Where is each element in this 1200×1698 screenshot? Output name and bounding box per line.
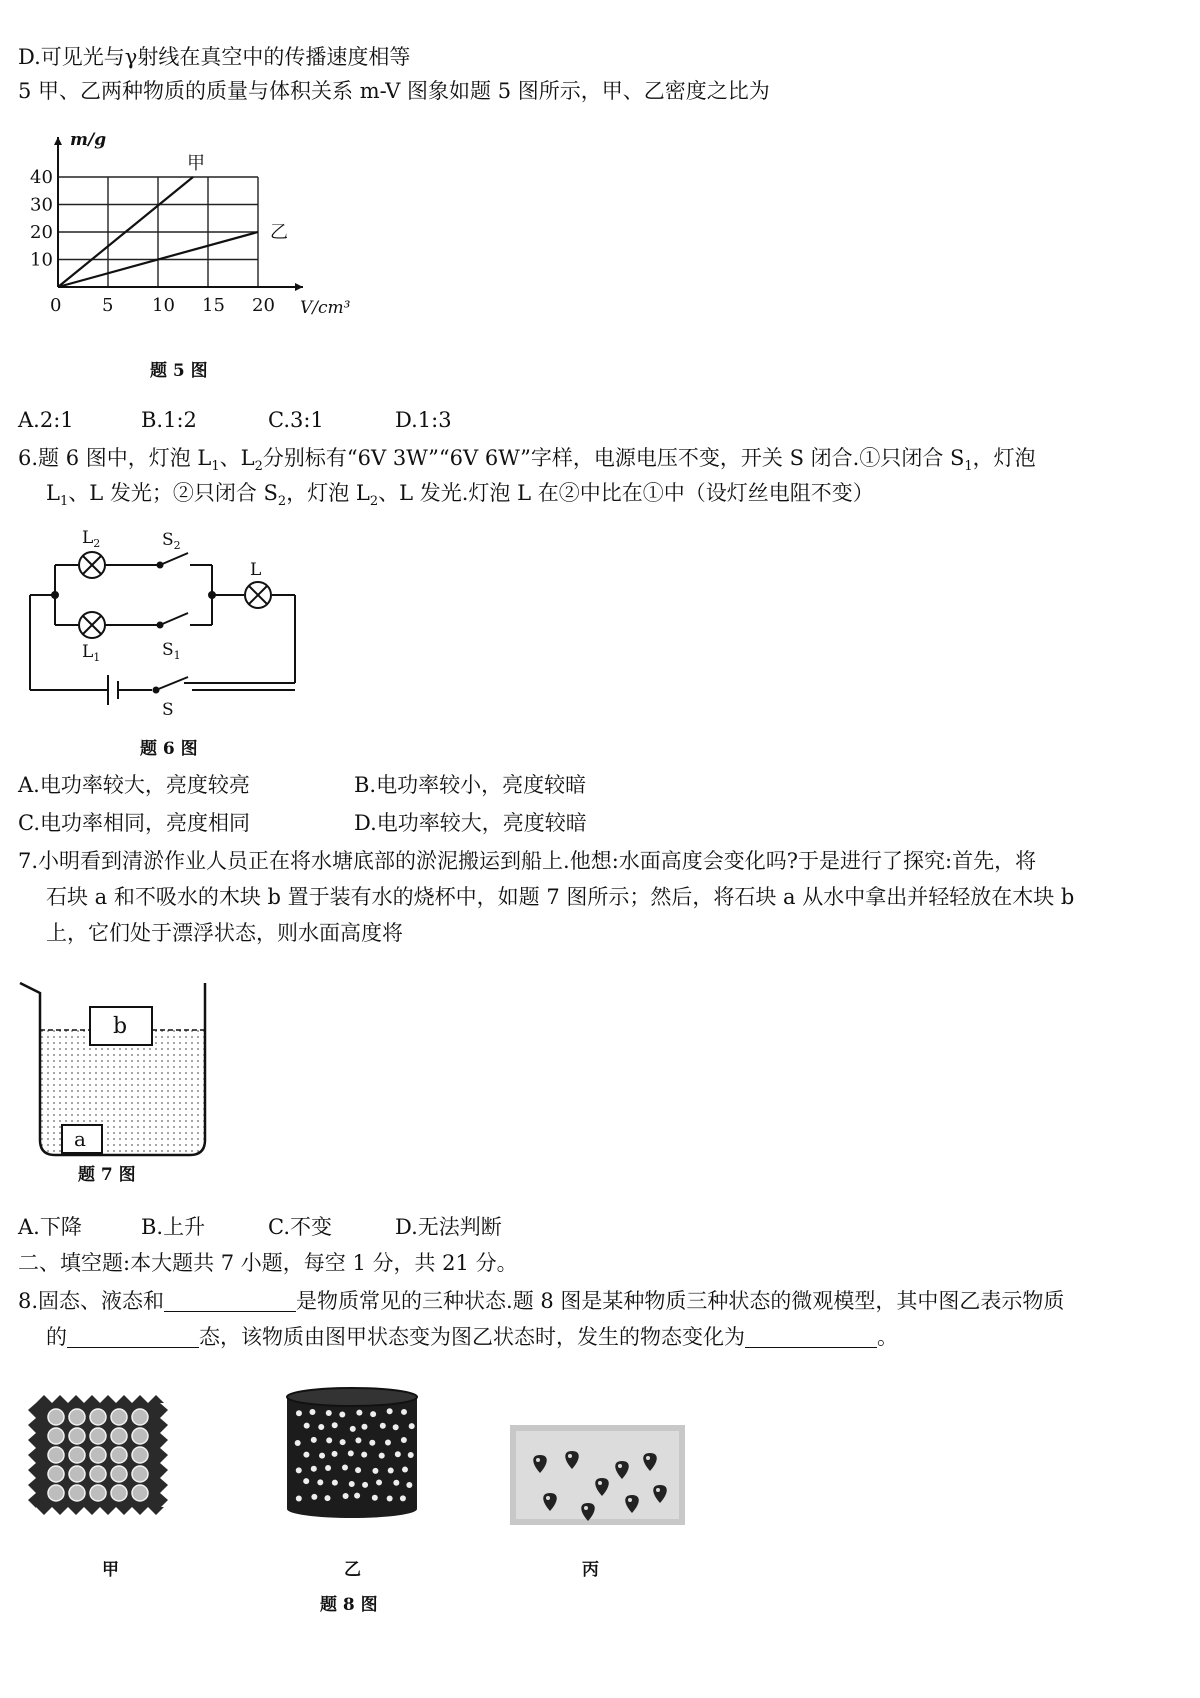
chart-labels bbox=[30, 130, 351, 318]
x-tick-label: 5 bbox=[102, 295, 114, 316]
block-b-label: b bbox=[113, 1014, 128, 1039]
q6-option-d: D.电功率较大，亮度较暗 bbox=[354, 811, 587, 835]
q5-option-a: A.2:1 bbox=[18, 408, 74, 432]
q5-option-c: C.3:1 bbox=[268, 408, 324, 432]
q8-stem-line2: 的 态，该物质由图甲状态变为图乙状态时，发生的物态变化为 。 bbox=[46, 1325, 898, 1349]
q8-blank-1[interactable] bbox=[164, 1289, 296, 1312]
x-tick-label: 10 bbox=[152, 295, 175, 316]
chart-axes bbox=[54, 137, 303, 291]
s-label: S bbox=[162, 700, 174, 720]
q7-stem-line2: 石块 a 和不吸水的木块 b 置于装有水的烧杯中，如题 7 图所示；然后，将石块 a 从水中拿出并轻轻放在木块 b bbox=[46, 885, 1075, 909]
y-tick-label: 40 bbox=[30, 167, 53, 188]
series-label-2: 乙 bbox=[270, 222, 288, 243]
q7-option-a: A.下降 bbox=[18, 1215, 82, 1239]
y-axis-arrow bbox=[54, 137, 62, 145]
q7-beaker-diagram bbox=[10, 975, 230, 1170]
q6-option-b: B.电功率较小，亮度较暗 bbox=[354, 773, 587, 797]
y-tick-label: 30 bbox=[30, 194, 53, 216]
q7-option-b: B.上升 bbox=[141, 1215, 206, 1239]
q6-stem-line1: 6.题 6 图中，灯泡 $L_1$、$L_2$分别标有“6V 3W”“6V 6W”字样，电源电压不变，开关 S 闭合.①只闭合 $S_1$，灯泡 bbox=[18, 446, 1036, 475]
q6-option-c: C.电功率相同，亮度相同 bbox=[18, 811, 250, 835]
y-tick-label: 10 bbox=[30, 249, 53, 271]
l-label: L bbox=[250, 560, 262, 580]
q6-circuit-diagram bbox=[0, 515, 320, 720]
q7-stem-line3: 上，它们处于漂浮状态，则水面高度将 bbox=[46, 921, 403, 945]
series-label-1: 甲 bbox=[187, 153, 205, 174]
q8-stem-line1: 8.固态、液态和 是物质常见的三种状态.题 8 图是某种物质三种状态的微观模型，其中图乙表示物质 bbox=[18, 1289, 1065, 1313]
l1-label: $L_1$ bbox=[82, 642, 101, 664]
q7-option-c: C.不变 bbox=[268, 1215, 332, 1239]
s2-label: $S_2$ bbox=[162, 530, 181, 552]
q5-caption: 题 5 图 bbox=[150, 361, 208, 381]
section2-title: 二、填空题:本大题共 7 小题，每空 1 分，共 21 分。 bbox=[18, 1251, 518, 1275]
q8-label-jia: 甲 bbox=[102, 1560, 119, 1580]
q8-liquid-model bbox=[282, 1385, 422, 1525]
x-tick-label: 0 bbox=[50, 295, 62, 316]
q8-gas-model bbox=[510, 1425, 685, 1525]
q8-label-bing: 丙 bbox=[582, 1560, 599, 1580]
q6-caption: 题 6 图 bbox=[140, 739, 198, 759]
q8-label-yi: 乙 bbox=[344, 1560, 361, 1580]
q4-option-d: D.可见光与γ射线在真空中的传播速度相等 bbox=[18, 45, 411, 69]
x-tick-label: 15 bbox=[202, 295, 225, 316]
q8-solid-model bbox=[28, 1395, 168, 1515]
q5-stem: 5 甲、乙两种物质的质量与体积关系 m-V 图象如题 5 图所示，甲、乙密度之比为 bbox=[18, 79, 770, 103]
x-axis-title: V/cm³ bbox=[300, 298, 351, 318]
q8-caption: 题 8 图 bbox=[320, 1595, 378, 1615]
q8-blank-3[interactable] bbox=[745, 1325, 877, 1348]
chart-grid bbox=[58, 177, 258, 287]
x-axis-arrow bbox=[295, 283, 303, 291]
q6-option-a: A.电功率较大，亮度较亮 bbox=[18, 773, 250, 797]
q6-stem-line2: $L_1$、L 发光；②只闭合 $S_2$，灯泡 $L_2$、L 发光.灯泡 L 在②中比在①中（设灯丝电阻不变） bbox=[46, 481, 874, 510]
l2-label: $L_2$ bbox=[82, 528, 101, 550]
x-tick-label: 20 bbox=[252, 295, 275, 316]
q5-mv-chart bbox=[0, 120, 400, 320]
y-axis-title: m/g bbox=[70, 130, 107, 150]
q5-option-d: D.1:3 bbox=[395, 408, 452, 432]
q5-option-b: B.1:2 bbox=[141, 408, 197, 432]
y-tick-label: 20 bbox=[30, 222, 53, 243]
q7-caption: 题 7 图 bbox=[78, 1165, 136, 1185]
q7-option-d: D.无法判断 bbox=[395, 1215, 502, 1239]
q7-stem-line1: 7.小明看到清淤作业人员正在将水塘底部的淤泥搬运到船上.他想:水面高度会变化吗?于是进行了探究:首先，将 bbox=[18, 849, 1037, 873]
stone-a-label: a bbox=[74, 1127, 86, 1151]
q8-blank-2[interactable] bbox=[67, 1325, 199, 1348]
s1-label: $S_1$ bbox=[162, 640, 181, 662]
